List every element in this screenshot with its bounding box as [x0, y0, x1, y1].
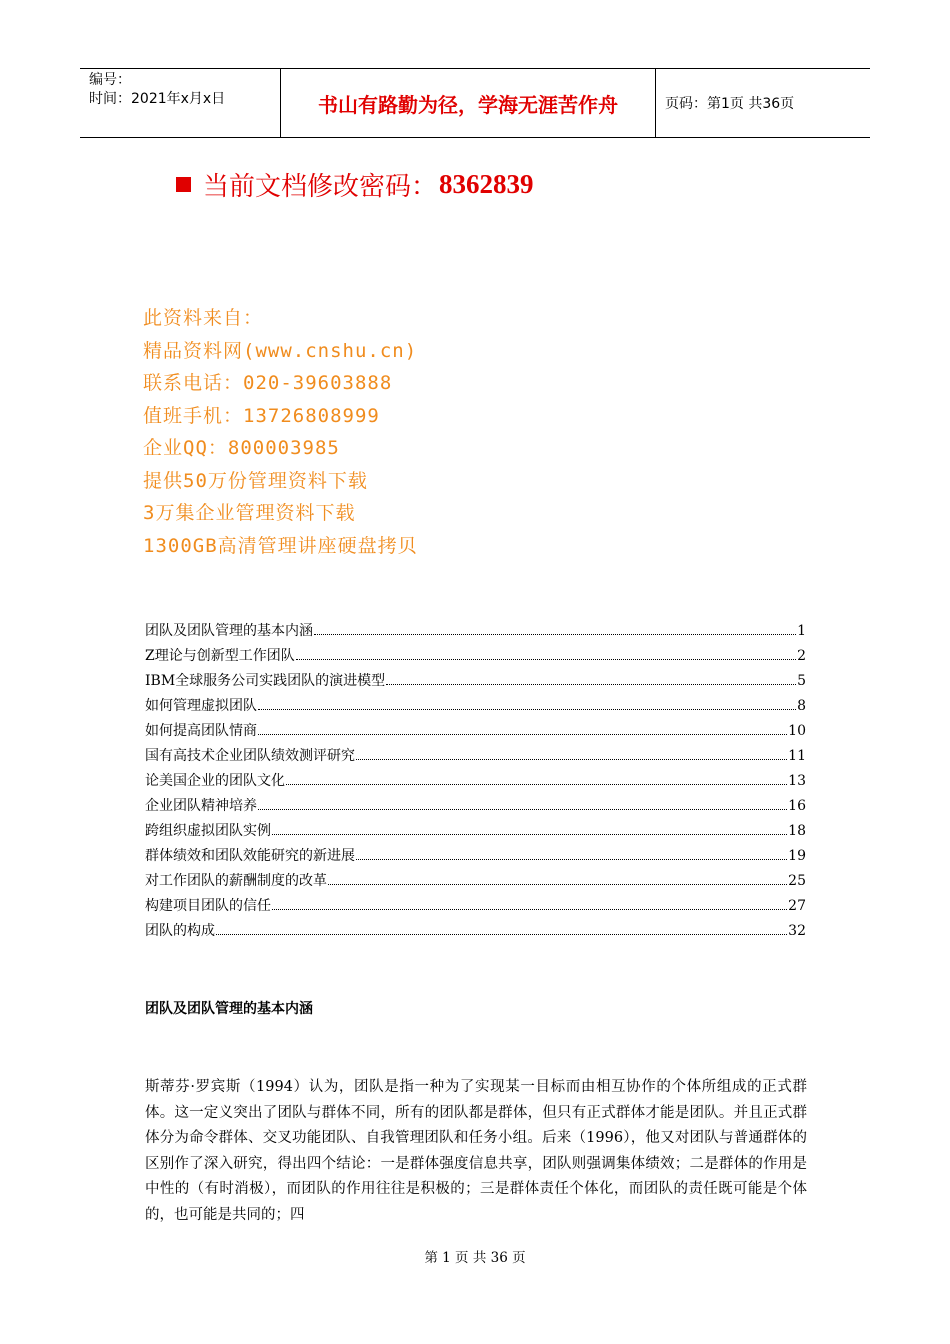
toc-entry[interactable]	[145, 920, 806, 945]
password-notice	[176, 166, 534, 203]
toc-dot-leader	[286, 784, 787, 785]
toc-entry-page: 2	[797, 648, 806, 664]
source-info-line: 联系电话：020-39603888	[143, 372, 393, 394]
toc-entry-title: 如何管理虚拟团队	[145, 698, 257, 714]
toc-entry-title: 跨组织虚拟团队实例	[145, 823, 271, 839]
toc-entry-title: 团队及团队管理的基本内涵	[145, 623, 313, 639]
toc-entry[interactable]	[145, 695, 806, 720]
toc-entry[interactable]	[145, 645, 806, 670]
toc-entry-title: 国有高技术企业团队绩效测评研究	[145, 748, 355, 764]
toc-entry-page: 8	[797, 698, 806, 714]
toc-entry-page: 27	[788, 898, 806, 914]
source-info-line: 值班手机：13726808999	[143, 404, 380, 427]
toc-dot-leader	[356, 859, 787, 860]
source-info-line: 提供50万份管理资料下载	[143, 469, 368, 492]
body-paragraph: 斯蒂芬·罗宾斯（1994）认为，团队是指一种为了实现某一目标而由相互协作的个体所组成的正式群体。这一定义突出了团队与群体不同，所有的团队都是群体，但只有正式群体才能是团队。并且正式群体分为命令群体、交叉功能团队、自我管理团队和任务小组。后来（1996），他又对团队与普通群体的区别作了深入研究，得出四个结论：一是群体强度信息共享，团队则强调集体绩效；二是群体的作用是中性的（有时消极），而团队的作用往往是积极的；三是群体责任个体化，而团队的责任既可能是个体的，也可能是共同的；四	[145, 1079, 807, 1223]
page-footer: 第 1 页 共 36 页	[424, 1250, 526, 1266]
toc-dot-leader	[258, 734, 787, 735]
toc-dot-leader	[258, 709, 796, 710]
header-page-info: 页码：第1页 共36页	[665, 96, 795, 112]
section-heading: 团队及团队管理的基本内涵	[145, 1001, 313, 1017]
toc-dot-leader	[314, 634, 796, 635]
header-motto: 书山有路勤为径，学海无涯苦作舟	[280, 69, 656, 137]
toc-entry-title: 团队的构成	[145, 923, 215, 939]
toc-entry-page: 25	[788, 873, 806, 889]
toc-entry-page: 13	[788, 773, 806, 789]
toc-entry[interactable]	[145, 870, 806, 895]
source-info-block	[143, 302, 418, 562]
toc-dot-leader	[272, 909, 787, 910]
toc-dot-leader	[216, 934, 787, 935]
toc-entry-page: 19	[788, 848, 806, 864]
toc-entry-page: 32	[788, 923, 806, 939]
toc-entry-title: Z理论与创新型工作团队	[145, 648, 295, 664]
toc-entry[interactable]	[145, 795, 806, 820]
toc-entry-title: 企业团队精神培养	[145, 798, 257, 814]
toc-entry[interactable]	[145, 820, 806, 845]
toc-entry-page: 1	[797, 623, 806, 639]
toc-entry-title: 群体绩效和团队效能研究的新进展	[145, 848, 355, 864]
toc-entry-page: 10	[788, 723, 806, 739]
table-of-contents	[145, 620, 806, 945]
toc-entry[interactable]	[145, 895, 806, 920]
red-square-bullet-icon	[176, 177, 191, 192]
toc-dot-leader	[356, 759, 787, 760]
source-info-line: 精品资料网(www.cnshu.cn)	[143, 339, 418, 362]
toc-entry[interactable]	[145, 720, 806, 745]
toc-entry[interactable]	[145, 770, 806, 795]
toc-dot-leader	[272, 834, 787, 835]
source-info-line: 企业QQ：800003985	[143, 437, 340, 459]
toc-entry-page: 5	[797, 673, 806, 689]
source-info-line: 3万集企业管理资料下载	[143, 502, 356, 524]
toc-dot-leader	[386, 684, 796, 685]
source-info-line: 此资料来自：	[143, 307, 264, 329]
toc-entry-title: 如何提高团队情商	[145, 723, 257, 739]
toc-entry[interactable]	[145, 620, 806, 645]
toc-entry-title: 对工作团队的薪酬制度的改革	[145, 873, 327, 889]
password-value: 8362839	[439, 169, 534, 199]
toc-dot-leader	[296, 659, 796, 660]
header-meta	[80, 69, 280, 137]
toc-entry-title: IBM全球服务公司实践团队的演进模型	[145, 673, 386, 689]
toc-entry[interactable]	[145, 845, 806, 870]
toc-entry-title: 构建项目团队的信任	[145, 898, 271, 914]
toc-entry-page: 16	[788, 798, 806, 814]
page-header	[80, 68, 870, 138]
document-number-label: 编号：	[89, 72, 131, 88]
toc-dot-leader	[328, 884, 787, 885]
document-time-label: 时间：2021年x月x日	[89, 91, 226, 107]
toc-entry-title: 论美国企业的团队文化	[145, 773, 285, 789]
toc-entry-page: 18	[788, 823, 806, 839]
toc-entry-page: 11	[788, 748, 806, 764]
password-label: 当前文档修改密码：	[203, 172, 438, 202]
source-info-line: 1300GB高清管理讲座硬盘拷贝	[143, 534, 418, 557]
toc-entry[interactable]	[145, 670, 806, 695]
toc-entry[interactable]	[145, 745, 806, 770]
toc-dot-leader	[258, 809, 787, 810]
